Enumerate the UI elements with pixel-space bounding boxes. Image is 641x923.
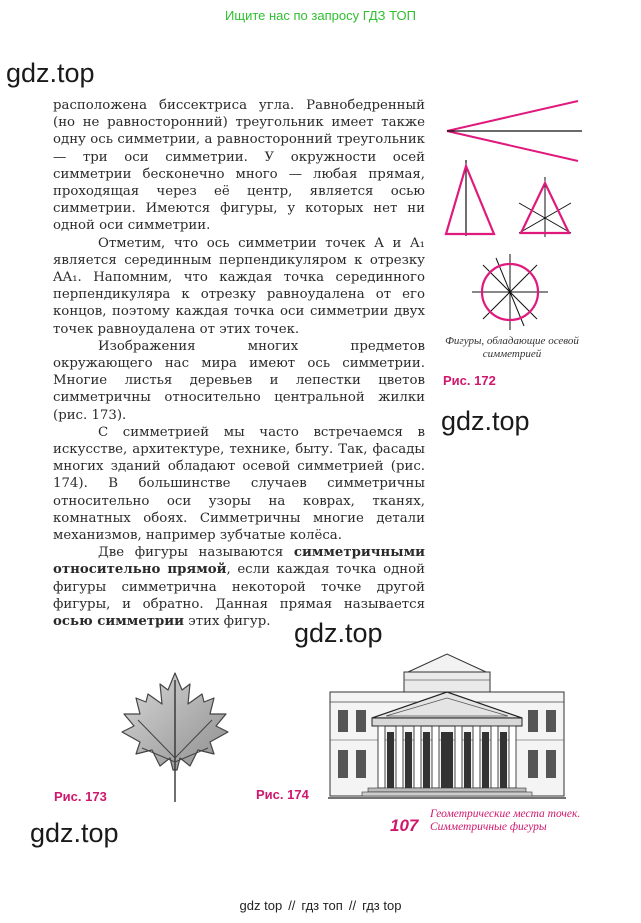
equilateral-triangle-figure [513,175,578,240]
paragraph: расположена биссектриса угла. Равнобедренный (но не равносторонний) треугольник имеет также одну ось симметрии, а равносторонний треугольник — три оси симметрии. У окружности осей симметрии бесконечно много — любая прямая, проходящая через её центр, является осью симметрии. Имеются фигуры, у которых нет ни одной оси симметрии. [53,98,425,234]
footer-separator: // [348,898,357,913]
watermark: gdz.top [30,818,119,848]
body-text [53,97,425,630]
footer-separator: // [288,898,296,913]
watermark: gdz.top [441,406,530,436]
theatre-building-figure [328,650,566,802]
footer-link[interactable]: гдз топ [301,898,343,913]
definition-paragraph [53,544,425,630]
isosceles-triangle-figure [440,158,505,240]
watermark: gdz.top [6,58,95,88]
footer-links [0,898,641,913]
figure-172-label: Рис. 172 [443,373,496,388]
angle-bisector-figure [440,95,590,165]
term-axis: осью симметрии [53,614,185,630]
figure-174-label: Рис. 174 [256,787,309,802]
page-number: 107 [390,816,419,835]
maple-leaf-figure [118,670,233,805]
paragraph: Изображения многих предметов окружающего нас мира имеют ось симметрии. Многие листья деревьев и лепестки цветов симметричны относительно центральной жилки (рис. 173). [53,338,425,423]
definition-text: Две фигуры называются [98,545,294,561]
watermark: gdz.top [294,618,383,648]
definition-text: этих фигур. [184,614,271,630]
paragraph: С симметрией мы часто встречаемся в искусстве, архитектуре, технике, быту. Так, фасады многих зданий обладают осевой симметрией (рис. 174). В большинстве случаев симметричны относительно оси узоры на коврах, тканях, комнатных обоях. Симметричны многие детали механизмов, например зубчатые колёса. [53,424,425,544]
term-symmetric: симметричными относительно прямой [53,545,425,578]
figure-173-label: Рис. 173 [54,789,107,804]
circle-figure [470,252,550,332]
footer-link[interactable]: гдз top [362,898,402,913]
search-hint-link[interactable]: Ищите нас по запросу ГДЗ ТОП [225,8,416,23]
figure-172-caption: Фигуры, обладающие осевой симметрией [445,335,579,360]
footer-link[interactable]: gdz top [239,898,283,913]
running-head: Геометрические места точек. Симметричные фигуры [430,808,581,833]
definition-text: , если каждая точка одной фигуры симметрична некоторой точке другой фигуры, и обратно. Данная прямая называется [53,562,425,612]
paragraph: Отметим, что ось симметрии точек A и A₁ является серединным перпендикуляром к отрезку AA₁. Напомним, что каждая точка серединного перпендикуляра к отрезку равноудалена от его концов, поэтому каждая точка оси симметрии двух точек равноудалена от этих точек. [53,235,425,337]
